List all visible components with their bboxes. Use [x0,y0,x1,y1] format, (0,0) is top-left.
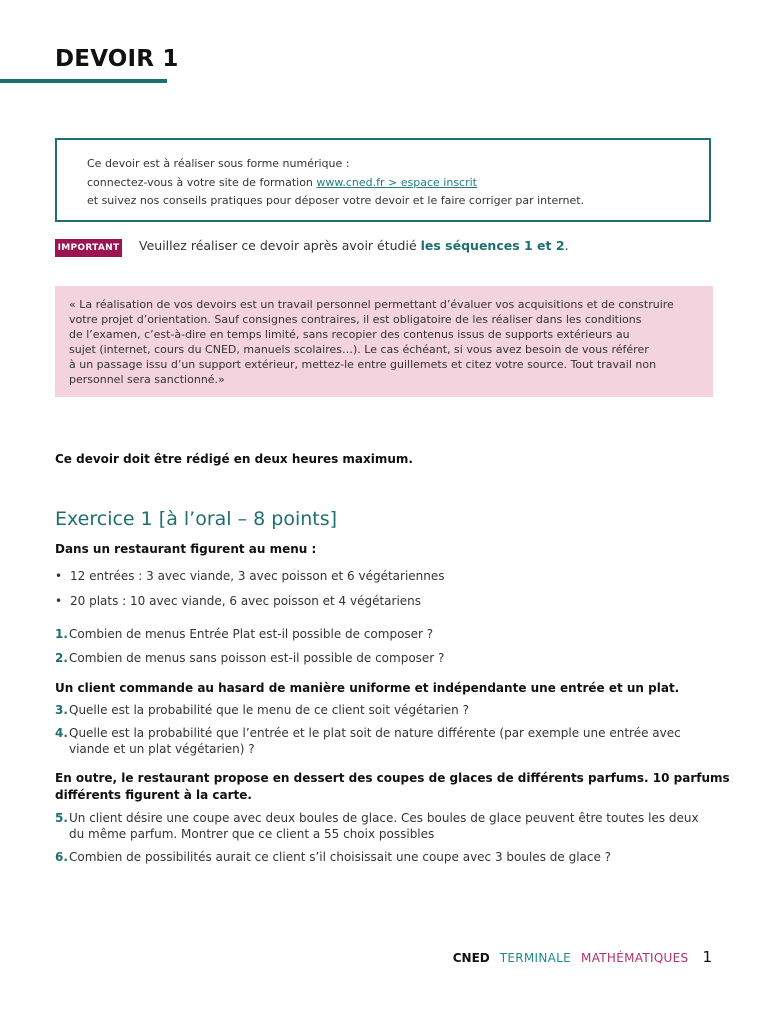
important-text-prefix: Veuillez réaliser ce devoir après avoir étudié [139,238,421,253]
list-item-text: 20 plats : 10 avec viande, 6 avec poisson et 4 végétariens [70,594,422,608]
dessert-statement: différents figurent à la carte. [55,788,252,802]
question-number: 2. [55,651,68,665]
question-5 [55,811,699,825]
list-item [55,569,445,583]
question-number: 6. [55,850,68,864]
list-item-text: 12 entrées : 3 avec viande, 3 avec poisson et 6 végétariennes [70,569,445,583]
page-title: DEVOIR 1 [55,46,179,72]
question-text: Quelle est la probabilité que l’entrée et le plat soit de nature différente (par exemple une entrée avec [69,726,681,740]
question-number: 3. [55,703,68,717]
bullet-icon: • [55,569,63,583]
question-6 [55,850,611,864]
quote-line: sujet (internet, cours du CNED, manuels scolaires…). Le cas échéant, si vous avez besoin de vous référer [69,343,649,356]
cned-link[interactable]: www.cned.fr > espace inscrit [316,176,477,189]
list-item [55,594,421,608]
client-statement: Un client commande au hasard de manière uniforme et indépendante une entrée et un plat. [55,681,680,695]
duration-note: Ce devoir doit être rédigé en deux heures maximum. [55,452,413,466]
page-number: 1 [702,948,712,966]
info-line-2-prefix: connectez-vous à votre site de formation [87,176,317,189]
question-1 [55,627,433,641]
question-text: viande et un plat végétarien) ? [69,742,255,756]
question-text: du même parfum. Montrer que ce client a 55 choix possibles [69,827,435,841]
question-number: 1. [55,627,68,641]
info-line-3: et suivez nos conseils pratiques pour déposer votre devoir et le faire corriger par internet. [87,194,585,207]
question-3 [55,703,469,717]
page-footer [453,948,712,966]
question-number: 5. [55,811,68,825]
question-text: Combien de menus Entrée Plat est-il possible de composer ? [69,627,434,641]
footer-cned: CNED [452,951,490,965]
question-2 [55,651,444,665]
question-text: Combien de possibilités aurait ce client s’il choisissait une coupe avec 3 boules de glace ? [69,850,612,864]
question-number: 4. [55,726,68,740]
exercise-intro: Dans un restaurant figurent au menu : [55,542,317,556]
important-text-emphasis: les séquences 1 et 2 [420,238,565,253]
quote-line: à un passage issu d’un support extérieur, mettez-le entre guillemets et citez votre source. Tout travail non [69,358,657,371]
info-box [55,138,711,222]
question-text: Un client désire une coupe avec deux boules de glace. Ces boules de glace peuvent être toutes les deux [69,811,699,825]
footer-subject: MATHÉMATIQUES [581,951,689,965]
title-underline [0,79,167,83]
info-line-1: Ce devoir est à réaliser sous forme numérique : [87,157,350,170]
question-4 [55,726,681,740]
quote-line: votre projet d’orientation. Sauf consignes contraires, il est obligatoire de les réaliser dans les conditions [69,313,642,326]
important-text [139,238,569,253]
quote-line: « La réalisation de vos devoirs est un travail personnel permettant d’évaluer vos acquisitions et de construire [69,298,674,311]
bullet-icon: • [55,594,63,608]
exercise-title: Exercice 1 [à l’oral – 8 points] [55,508,338,530]
quote-line: personnel sera sanctionné.» [69,373,225,386]
honor-code-quote [55,286,713,397]
info-line-2 [87,176,477,189]
important-text-suffix: . [564,238,569,253]
question-text: Combien de menus sans poisson est-il possible de composer ? [69,651,445,665]
important-badge: IMPORTANT [55,239,122,257]
footer-level: TERMINALE [499,951,572,965]
question-text: Quelle est la probabilité que le menu de ce client soit végétarien ? [69,703,469,717]
dessert-statement: En outre, le restaurant propose en dessert des coupes de glaces de différents parfums. 10 parfums [55,771,730,785]
quote-line: de l’examen, c’est-à-dire en temps limité, sans recopier des contenus issus de supports extérieurs au [69,328,630,341]
